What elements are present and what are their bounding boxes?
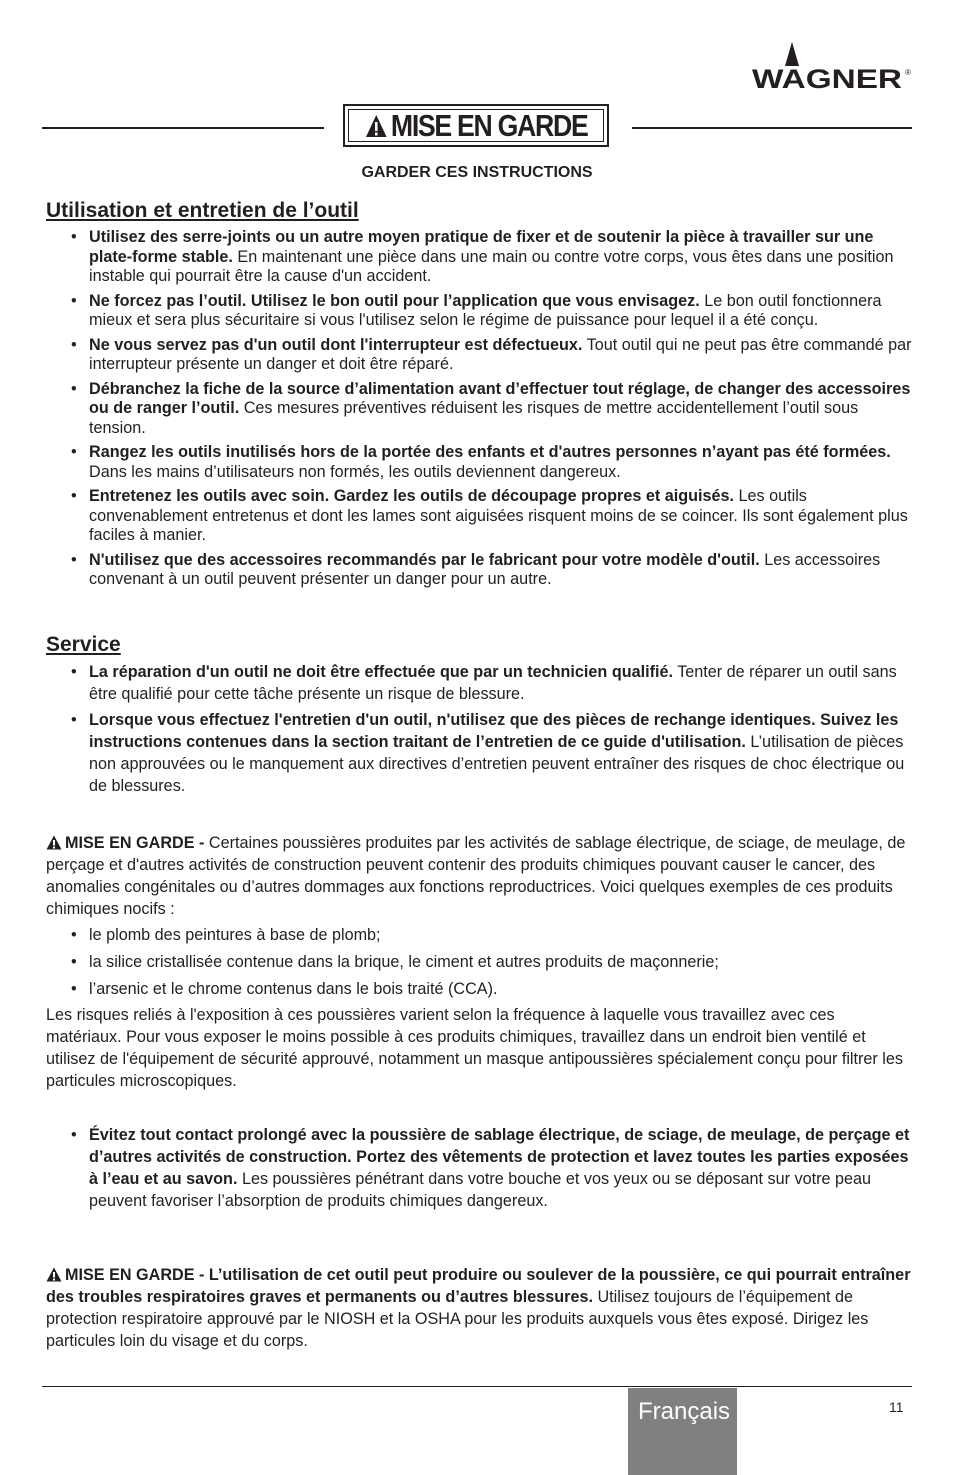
warning-banner <box>343 104 609 147</box>
banner-title: MISE EN GARDE <box>390 107 588 143</box>
list-item-bold: Utilisez des serre-joints ou un autre moyen pratique de fixer et de soutenir la pièce à travailler sur une plate-forme stable. <box>89 228 874 266</box>
svg-text:®: ® <box>905 68 911 77</box>
list-item <box>46 661 912 705</box>
dust-warning <box>46 832 912 1092</box>
warning-triangle-icon <box>46 835 62 850</box>
list-item: • l’arsenic et le chrome contenus dans le bois traité (CCA). <box>46 978 912 1000</box>
service-heading: Service <box>46 633 121 656</box>
header-rule-left <box>42 127 324 129</box>
list-item <box>46 1124 912 1212</box>
tool-use-section <box>46 198 912 595</box>
contact-text: Les poussières pénétrant dans votre bouche et vos yeux ou se déposant sur votre peau peuvent favoriser l’absorption de produits chimiques dangereux. <box>89 1170 871 1210</box>
dust-warning-followup: Les risques reliés à l'exposition à ces poussières varient selon la fréquence à laquelle vous travaillez avec ces matériaux. Pour vous exposer le moins possible à ces produits chimiques, travaillez dans un endroit bien ventilé et utilisez de l'équipement de sécurité approuvé, notamment un masque antipoussières spécialement conçu pour filtrer les particules microscopiques. <box>46 1006 904 1090</box>
service-list <box>46 661 912 797</box>
page-number: 11 <box>889 1399 904 1415</box>
list-item-text: L’utilisation de pièces non approuvées ou le manquement aux directives d’entretien peuvent entraîner des risques de choc électrique ou de blessures. <box>89 733 905 795</box>
dust-warning-text: Certaines poussières produites par les activités de sablage électrique, de sciage, de meulage, de perçage et d'autres activités de construction peuvent contenir des produits chimiques pouvant causer le cancer, des anomalies congénitales ou d’autres dommages aux fonctions reproductrices. Voici quelques exemples de ces produits chimiques nocifs : <box>46 834 906 918</box>
list-item <box>46 709 912 797</box>
header-rule-right <box>632 127 912 129</box>
list-item-bold: Lorsque vous effectuez l'entretien d'un outil, n'utilisez que des pièces de rechange identiques. Suivez les instructions contenues dans la section traitant de l’entretien de ce guide d'utilisation. <box>89 711 899 751</box>
list-item <box>46 292 912 331</box>
dust-examples-list <box>46 924 912 1000</box>
list-item: • le plomb des peintures à base de plomb; <box>46 924 912 946</box>
list-item-text: Dans les mains d’utilisateurs non formés, les outils deviennent dangereux. <box>89 462 621 481</box>
list-item-bold: Entretenez les outils avec soin. Gardez les outils de découpage propres et aiguisés. <box>89 487 735 505</box>
contact-list <box>46 1124 912 1212</box>
list-item-bold: N'utilisez que des accessoires recommandés par le fabricant pour votre modèle d'outil. <box>89 550 760 569</box>
page-subtitle: GARDER CES INSTRUCTIONS <box>361 164 593 181</box>
list-item-bold: La réparation d'un outil ne doit être effectuée que par un technicien qualifié. <box>89 663 673 681</box>
list-item-text: Tout outil qui ne peut pas être commandé par interrupteur présente un danger et doit être réparé. <box>89 335 912 373</box>
tool-use-heading: Utilisation et entretien de l’outil <box>46 199 359 222</box>
list-item-text: Le bon outil fonctionnera mieux et sera plus sécuritaire si vous l'utilisez selon le régime de puissance pour lequel il a été conçu. <box>89 291 882 329</box>
list-item <box>46 551 912 590</box>
tool-use-list <box>46 228 912 590</box>
warning-triangle-icon <box>46 1267 62 1282</box>
warning-triangle-icon <box>365 114 387 138</box>
contact-section <box>46 1124 912 1212</box>
list-item <box>46 487 912 546</box>
list-item-bold: Rangez les outils inutilisés hors de la portée des enfants et d'autres personnes n’ayant pas été formées. <box>89 443 891 461</box>
language-label: Français <box>638 1398 731 1425</box>
service-section <box>46 632 912 801</box>
list-item: • la silice cristallisée contenue dans la brique, le ciment et autres produits de maçonnerie; <box>46 951 912 973</box>
list-item-text: Tenter de réparer un outil sans être qualifié pour cette tâche présente un risque de blessure. <box>89 663 897 703</box>
list-item <box>46 443 912 482</box>
list-item-bold: Ne forcez pas l’outil. Utilisez le bon outil pour l’application que vous envisagez. <box>89 291 700 310</box>
list-item-text: Les accessoires convenant à un outil peuvent présenter un danger pour un autre. <box>89 550 881 588</box>
list-item-bold: Débranchez la fiche de la source d’alimentation avant d’effectuer tout réglage, de changer des accessoires ou de ranger l’outil. <box>89 379 911 417</box>
list-item-bold: Ne vous servez pas d'un outil dont l'interrupteur est défectueux. <box>89 335 583 354</box>
wagner-logo-mark <box>752 42 912 90</box>
list-item-text: En maintenant une pièce dans une main ou contre votre corps, vous êtes dans une position instable qui pourrait être la cause d'un accident. <box>89 247 894 285</box>
list-item-text: Les outils convenablement entretenus et dont les lames sont aiguisées risquent moins de se coincer. Ils sont également plus faciles à manier. <box>89 487 908 544</box>
list-item <box>46 380 912 439</box>
list-item-text: Ces mesures préventives réduisent les risques de mettre accidentellement l’outil sous tension. <box>89 399 859 437</box>
respiratory-warning <box>46 1264 912 1352</box>
list-item <box>46 336 912 375</box>
respiratory-bold: MISE EN GARDE - L’utilisation de cet outil peut produire ou soulever de la poussière, ce qui pourrait entraîner des troubles respiratoires graves et permanents ou d’autres blessures. <box>46 1266 911 1306</box>
footer-rule <box>42 1386 912 1387</box>
respiratory-text: Utilisez toujours de l’équipement de protection respiratoire approuvé par le NIOSH et la OSHA pour les produits auxquels vous êtes exposé. Dirigez les particules loin du visage et du corps. <box>46 1288 869 1350</box>
wagner-logo <box>752 42 912 90</box>
contact-bold: Évitez tout contact prolongé avec la poussière de sablage électrique, de sciage, de meulage, de perçage et d’autres activités de construction. Portez des vêtements de protection et lavez toutes les parties exposées à l’eau et au savon. <box>89 1126 910 1188</box>
dust-warning-label: MISE EN GARDE - <box>65 834 205 852</box>
svg-text:WAGNER: WAGNER <box>752 64 902 90</box>
dust-warning-intro <box>46 832 912 920</box>
language-tab <box>628 1388 737 1475</box>
list-item <box>46 228 912 287</box>
